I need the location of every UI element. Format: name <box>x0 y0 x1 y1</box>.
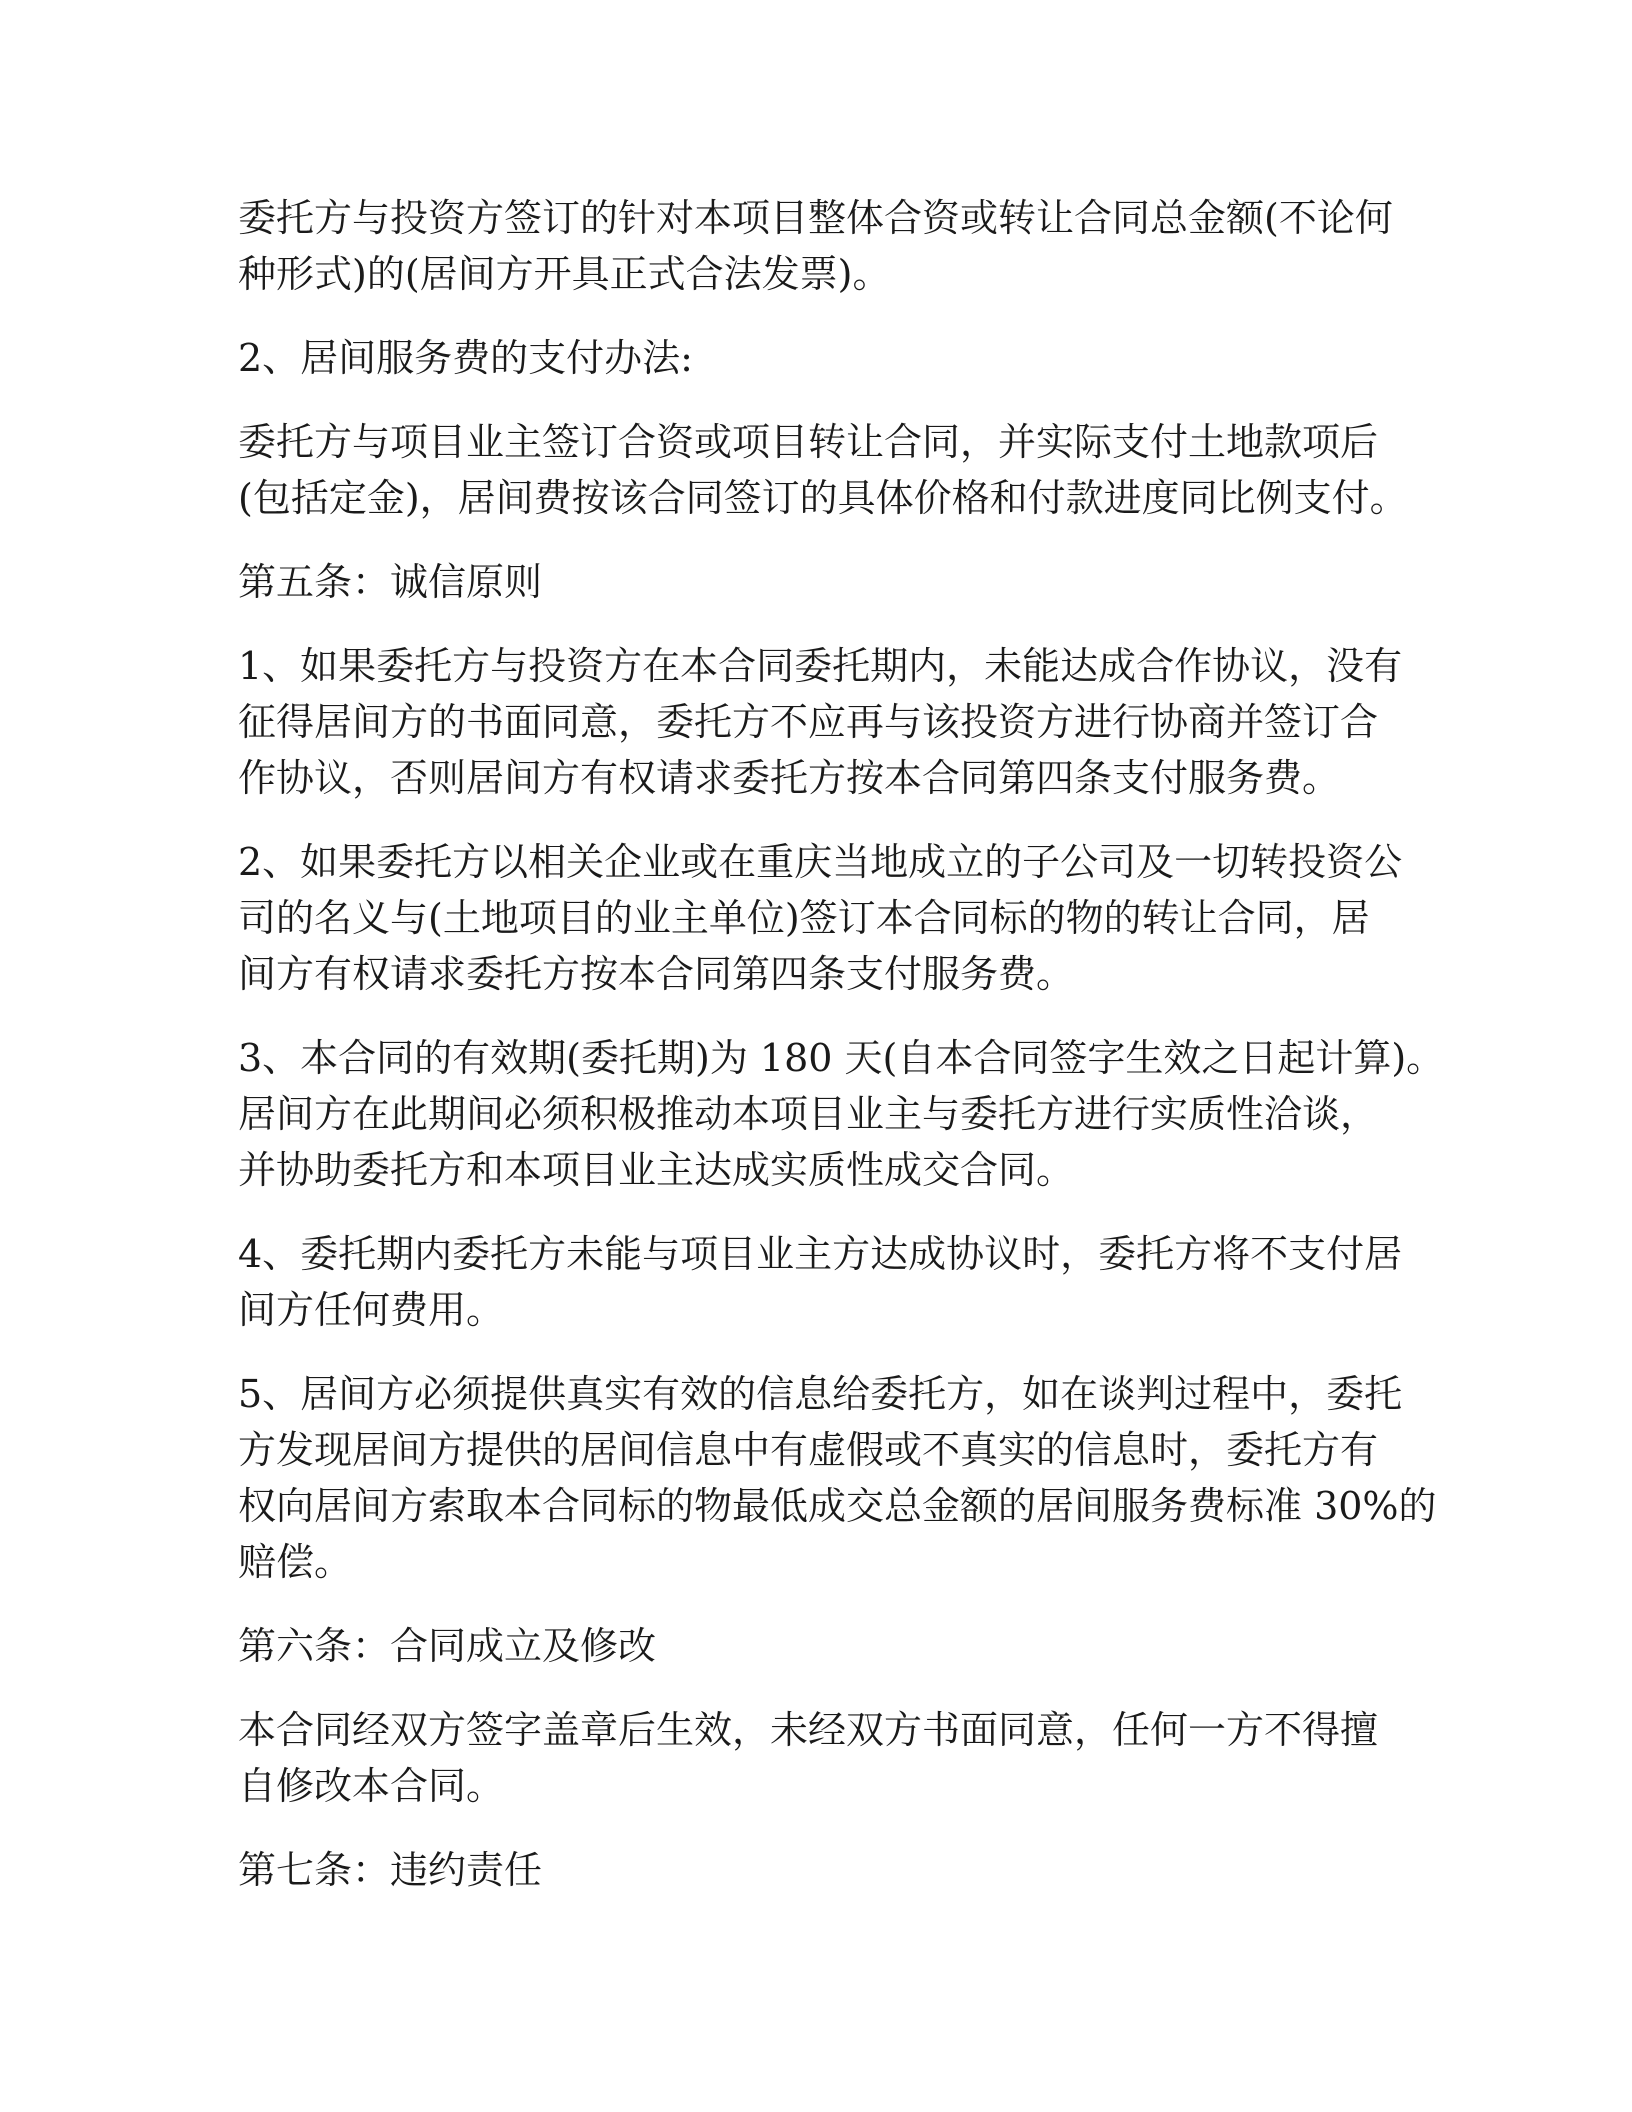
section-heading-article-6 <box>238 1618 1398 1674</box>
text-line: 4、委托期内委托方未能与项目业主方达成协议时，委托方将不支付居 <box>238 1232 1403 1276</box>
text-line: 作协议，否则居间方有权请求委托方按本合同第四条支付服务费。 <box>238 756 1341 800</box>
text-line: 司的名义与(土地项目的业主单位)签订本合同标的物的转让合同，居 <box>238 896 1370 940</box>
text-line: 第五条：诚信原则 <box>238 560 543 604</box>
text-line: 自修改本合同。 <box>238 1764 505 1808</box>
text-line: 权向居间方索取本合同标的物最低成交总金额的居间服务费标准 30%的 <box>238 1484 1437 1528</box>
text-line: 2、如果委托方以相关企业或在重庆当地成立的子公司及一切转投资公 <box>238 840 1403 884</box>
section-heading-article-7 <box>238 1842 1398 1898</box>
text-line: 委托方与项目业主签订合资或项目转让合同，并实际支付土地款项后 <box>238 420 1379 464</box>
text-line: 1、如果委托方与投资方在本合同委托期内，未能达成合作协议，没有 <box>238 644 1403 688</box>
text-line: 赔偿。 <box>238 1540 353 1584</box>
paragraph-clause-5-2 <box>238 834 1403 1002</box>
section-heading-article-5 <box>238 554 1398 610</box>
paragraph-payment-heading <box>238 330 1398 386</box>
text-line: 居间方在此期间必须积极推动本项目业主与委托方进行实质性洽谈， <box>238 1092 1379 1136</box>
text-line: 委托方与投资方签订的针对本项目整体合资或转让合同总金额(不论何 <box>238 196 1393 240</box>
text-line: 第六条：合同成立及修改 <box>238 1624 657 1668</box>
text-line: 5、居间方必须提供真实有效的信息给委托方，如在谈判过程中，委托 <box>238 1372 1403 1416</box>
paragraph-article-6-body <box>238 1702 1398 1814</box>
document-body <box>238 190 1445 1926</box>
text-line: 2、居间服务费的支付办法: <box>238 336 693 380</box>
paragraph-clause-5-5 <box>238 1366 1437 1590</box>
text-line: 并协助委托方和本项目业主达成实质性成交合同。 <box>238 1148 1075 1192</box>
text-line: 方发现居间方提供的居间信息中有虚假或不真实的信息时，委托方有 <box>238 1428 1379 1472</box>
text-line: 间方有权请求委托方按本合同第四条支付服务费。 <box>238 952 1075 996</box>
text-line: (包括定金)，居间费按该合同签订的具体价格和付款进度同比例支付。 <box>238 476 1408 520</box>
paragraph-clause-5-1 <box>238 638 1403 806</box>
paragraph-clause-5-4 <box>238 1226 1403 1338</box>
text-line: 本合同经双方签字盖章后生效，未经双方书面同意，任何一方不得擅 <box>238 1708 1379 1752</box>
text-line: 间方任何费用。 <box>238 1288 505 1332</box>
text-line: 征得居间方的书面同意，委托方不应再与该投资方进行协商并签订合 <box>238 700 1379 744</box>
paragraph-payment-method <box>238 414 1408 526</box>
paragraph-fee-basis <box>238 190 1398 302</box>
text-line: 第七条：违约责任 <box>238 1848 543 1892</box>
text-line: 3、本合同的有效期(委托期)为 180 天(自本合同签字生效之日起计算)。 <box>238 1036 1445 1080</box>
text-line: 种形式)的(居间方开具正式合法发票)。 <box>238 252 891 296</box>
paragraph-clause-5-3 <box>238 1030 1445 1198</box>
